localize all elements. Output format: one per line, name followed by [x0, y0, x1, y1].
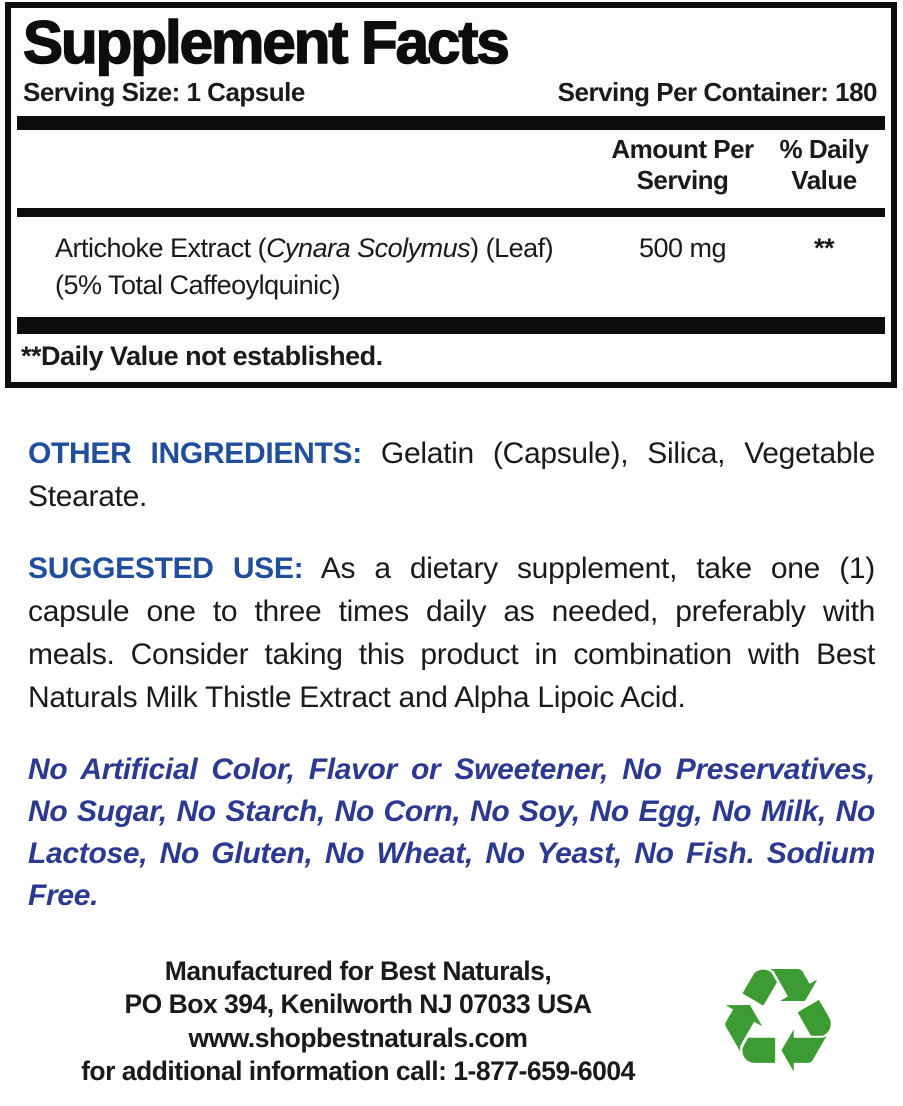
- website-line: www.shopbestnaturals.com: [188, 1022, 528, 1053]
- ingredient-name-line2: (5% Total Caffeoylquinic): [55, 270, 341, 300]
- column-header-daily-value: % Daily Value: [779, 134, 869, 195]
- divider-thick-top: [17, 116, 885, 130]
- ingredient-name: Artichoke Extract (Cynara Scolymus) (Leaf) (5% Total Caffeoylquinic): [11, 230, 600, 304]
- divider-thick-bottom: [17, 317, 885, 334]
- suggested-use-text: As a dietary supplement, take one (1) capsule one to three times daily as needed, preferably with meals. Consider taking this product in combination with Best Naturals Milk Thistle Extract and Alpha Lipoic Acid.: [28, 552, 875, 714]
- label-body: [0, 388, 903, 1106]
- daily-value-footnote: **Daily Value not established.: [21, 341, 383, 371]
- ingredient-amount: 500 mg: [638, 233, 727, 263]
- other-ingredients-text: Gelatin (Capsule), Silica, Vegetable Stearate.: [28, 437, 875, 513]
- manufacturer-info: [28, 955, 688, 1089]
- suggested-use-paragraph: [28, 547, 875, 719]
- serving-info-row: [11, 73, 891, 116]
- facts-header-row: [11, 130, 891, 202]
- manufacturer-line: Manufactured for Best Naturals,: [164, 955, 552, 986]
- ingredient-daily-value: **: [813, 233, 834, 263]
- servings-per-container: Serving Per Container: 180: [557, 77, 877, 107]
- claims-paragraph: No Artificial Color, Flavor or Sweetener, No Preservatives, No Sugar, No Starch, No Corn, No Soy, No Egg, No Milk, No Lactose, No Gluten, No Wheat, No Yeast, No Fish. Sodium Free.: [28, 753, 875, 912]
- panel-title: Supplement Facts: [23, 9, 508, 76]
- serving-size: Serving Size: 1 Capsule: [23, 77, 305, 107]
- recycle-icon: ♻: [713, 937, 843, 1106]
- ingredient-row: [11, 217, 891, 304]
- address-line: PO Box 394, Kenilworth NJ 07033 USA: [124, 989, 592, 1019]
- divider-medium: [17, 208, 885, 217]
- supplement-facts-panel: [5, 2, 897, 388]
- column-header-amount: Amount Per Serving: [611, 134, 754, 195]
- footer: [28, 937, 875, 1106]
- other-ingredients-paragraph: [28, 432, 875, 518]
- suggested-use-label: SUGGESTED USE:: [28, 552, 304, 585]
- phone-line: for additional information call: 1-877-659-6004: [81, 1056, 635, 1086]
- other-ingredients-label: OTHER INGREDIENTS:: [28, 437, 362, 470]
